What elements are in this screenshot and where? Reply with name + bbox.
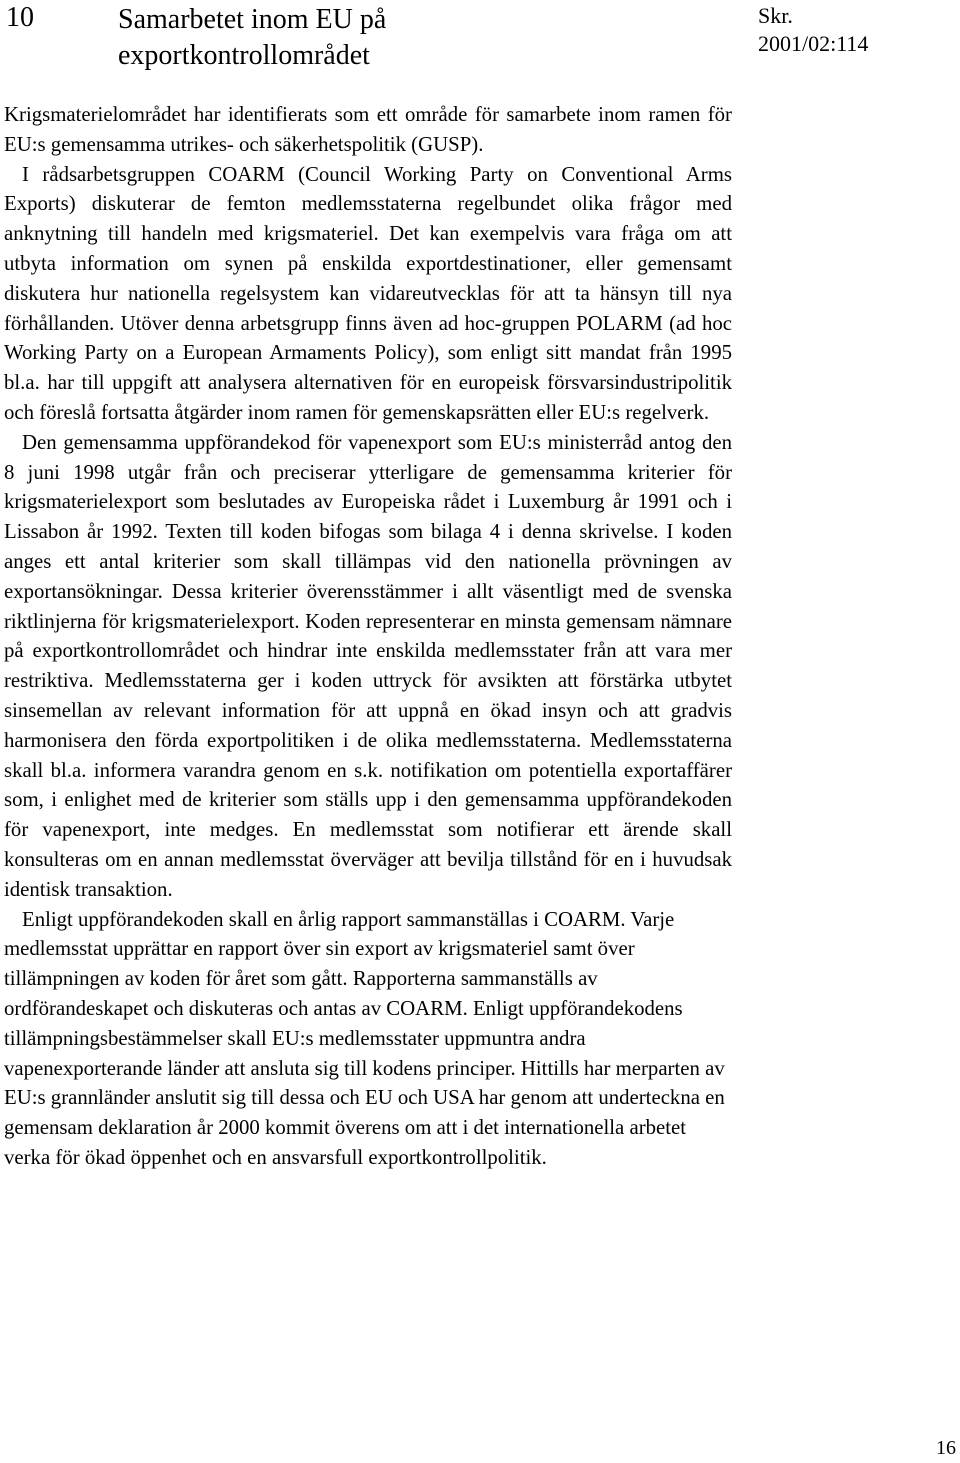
document-reference-number: 2001/02:114: [758, 31, 869, 56]
chapter-title: Samarbetet inom EU på exportkontrollområdet: [118, 4, 387, 71]
paragraph-intro: Krigsmaterielområdet har identifierats som ett område för samarbete inom ramen för EU:s gemensamma utrikes- och säkerhetspolitik (GUSP).: [4, 103, 732, 156]
document-reference: [758, 2, 948, 58]
paragraph-working-groups: I rådsarbetsgruppen COARM (Council Working Party on Conventional Arms Exports) diskuterar de femton medlemsstaterna regelbundet olika frågor med anknytning till handeln med krigsmateriel. Det kan exempelvis vara fråga om att utbyta information om synen på enskilda exportdestinationer, eller gemensamt diskutera hur nationella regelsystem kan vidareutvecklas för att ta hänsyn till nya förhållanden. Utöver denna arbetsgrupp finns även ad hoc-gruppen POLARM (ad hoc Working Party on a European Armaments Policy), som enligt sitt mandat från 1995 bl.a. har till uppgift att analysera alternativen för en europeisk försvarsindustripolitik och föreslå fortsatta åtgärder inom ramen för gemenskapsrätten eller EU:s regelverk.: [4, 162, 732, 424]
body-text: [4, 100, 732, 1173]
document-reference-label: Skr.: [758, 3, 793, 28]
chapter-number: 10: [6, 2, 34, 33]
paragraph-code-of-conduct: Den gemensamma uppförandekod för vapenexport som EU:s ministerråd antog den 8 juni 1998 utgår från och preciserar ytterligare de gemensamma kriterier för krigsmaterielexport som beslutades av Europeiska rådet i Luxemburg år 1991 och i Lissabon år 1992. Texten till koden bifogas som bilaga 4 i denna skrivelse. I koden anges ett antal kriterier som skall tillämpas vid den nationella prövningen av exportansökningar. Dessa kriterier överensstämmer i allt väsentligt med de svenska riktlinjerna för krigsmaterielexport. Koden representerar en minsta gemensam nämnare på exportkontrollområdet och hindrar inte enskilda medlemsstater från att vara mer restriktiva. Medlemsstaterna ger i koden uttryck för avsikten att förstärka utbytet sinsemellan av relevant information för att uppnå en ökad insyn och att gradvis harmonisera den förda exportpolitiken i de olika medlemsstaterna. Medlemsstaterna skall bl.a. informera varandra genom en s.k. notifikation om potentiella exportaffärer som, i enlighet med de kriterier som ställs upp i den gemensamma uppförandekoden för vapenexport, inte medges. En medlemsstat som notifierar ett ärende skall konsulteras om en annan medlemsstat överväger att bevilja tillstånd för en i huvudsak identisk transaktion.: [4, 430, 732, 901]
paragraph-annual-report: Enligt uppförandekoden skall en årlig rapport sammanställas i COARM. Varje medlemsstat upprättar en rapport över sin export av krigsmateriel samt över tillämpningen av koden för året som gått. Rapporterna sammanställs av ordförandeskapet och diskuteras och antas av COARM. Enligt uppförandekodens tillämpningsbestämmelser skall EU:s medlemsstater uppmuntra andra vapenexporterande länder att ansluta sig till kodens principer. Hittills har merparten av EU:s grannländer anslutit sig till dessa och EU och USA har genom att underteckna en gemensam deklaration år 2000 kommit överens om att i det internationella arbetet verka för ökad öppenhet och en ansvarsfull exportkontrollpolitik.: [4, 907, 725, 1169]
page-header: [0, 0, 960, 80]
page-number: 16: [936, 1437, 956, 1459]
